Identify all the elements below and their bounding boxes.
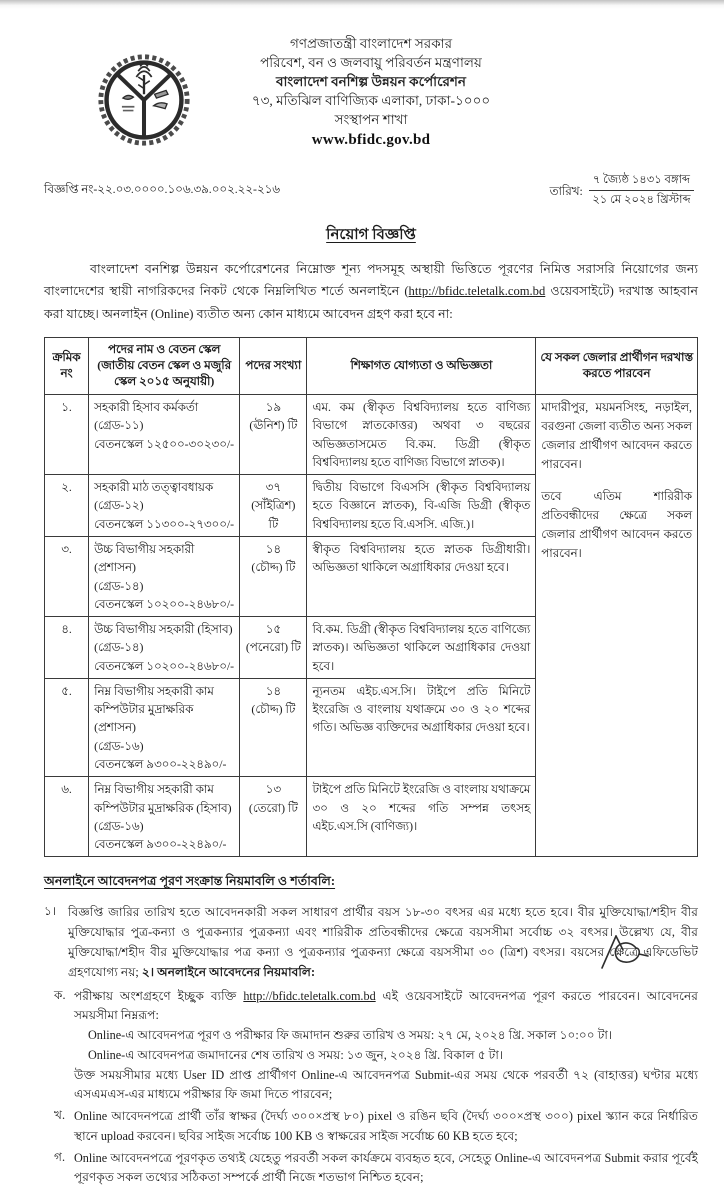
date-values — [589, 172, 694, 209]
count-cell — [240, 536, 307, 616]
post-cell — [89, 394, 240, 474]
count-word: (চৌদ্দ) টি — [251, 560, 296, 575]
count-word: (পনেরো) টি — [245, 640, 301, 655]
header-government: গণপ্রজাতন্ত্রী বাংলাদেশ সরকার — [289, 36, 453, 51]
date-block — [550, 172, 694, 209]
post-grade: (গ্রেড-১২) — [94, 498, 144, 513]
teletalk-url-link[interactable]: http://bfidc.teletalk.com.bd — [243, 988, 376, 1003]
count-word: (সাঁইত্রিশ) টি — [251, 498, 296, 531]
qualification-cell: দ্বিতীয় বিভাগে বিএসসি (স্বীকৃত বিশ্ববিদ্যালয় হতে বিজ্ঞানে স্নাতক), বি-এজি ডিগ্রী (স্বীকৃত বিশ্ববিদ্যালয় হতে বি.এসসি. এজি.)। — [307, 475, 536, 537]
header-post: পদের নাম ও বেতন স্কেল (জাতীয় বেতন স্কেল ও মজুরি স্কেল ২০১৫ অনুযায়ী) — [89, 338, 240, 395]
count-word: (তেরো) টি — [248, 800, 298, 815]
serial-cell: ২. — [45, 475, 89, 537]
fee-payment-line: উক্ত সময়সীমার মধ্যে User ID প্রাপ্ত প্রার্থীগণ Online-এ আবেদনপত্র Submit-এর সময় থেকে পরবর্তী ৭২ (বাহাত্তর) ঘণ্টার মধ্যে এসএমএস-এর মাধ্যমে পরীক্ষার ফি জমা দিতে পারবেন; — [74, 1067, 698, 1102]
header-serial: ক্রমিক নং — [45, 338, 89, 395]
qualification-cell: ন্যূনতম এইচ.এস.সি। টাইপে প্রতি মিনিটে ইংরেজি ও বাংলায় যথাক্রমে ৩০ ও ২০ শব্দের গতি। অভিজ্ঞ ব্যক্তিদের অগ্রাধিকার দেওয়া হবে। — [307, 678, 536, 776]
intro-paragraph — [44, 258, 698, 325]
qualification-cell: স্বীকৃত বিশ্ববিদ্যালয় হতে স্নাতক ডিগ্রীধারী। অভিজ্ঞতা থাকিলে অগ্রাধিকার দেওয়া হবে। — [307, 536, 536, 616]
count-cell — [240, 394, 307, 474]
signature-initials — [592, 932, 652, 976]
sub-rule-ka — [54, 987, 698, 1106]
post-name: নিম্ন বিভাগীয় সহকারী কাম কম্পিউটার মুদ্রাক্ষরিক (প্রশাসন) — [94, 683, 214, 735]
age-rule-text: বিজ্ঞপ্তি জারির তারিখ হতে আবেদনকারী সকল সাধারণ প্রার্থীর বয়স ১৮-৩০ বৎসর এর মধ্যে হতে হবে। বীর মুক্তিযোদ্ধা/শহীদ বীর মুক্তিযোদ্ধার পুত্র-কন্যা ও পুত্রকন্যার পুত্রকন্যা এবং শারিরীক প্রতিবন্ধীদের ক্ষেত্রে বয়সসীমা সর্বোচ্চ ৩২ বৎসর। উল্লেখ্য যে, বীর মুক্তিযোদ্ধা/শহীদ বীর মুক্তিযোদ্ধার পত্র কন্যা ও পুত্রকন্যার পুত্রকন্যা ক্ষেত্রে বয়সসীমা ৩০ (ত্রিশ) বৎসর। বয়সের ক্ষেত্রে এফিডেভিট গ্রহণযোগ্য নয়; — [68, 905, 698, 979]
sub-ka-after: এই ওয়েবসাইটে আবেদনপত্র পূরণ করতে পারবেন। আবেদনের সময়সীমা নিম্নরূপ: — [74, 988, 698, 1023]
serial-cell: ৪. — [45, 617, 89, 679]
post-name: সহকারী হিসাব কর্মকর্তা — [94, 399, 199, 414]
post-grade: (গ্রেড-১৪) — [94, 640, 144, 655]
date-label: তারিখ: — [549, 183, 583, 198]
header-organization: বাংলাদেশ বনশিল্প উন্নয়ন কর্পোরেশন — [276, 74, 466, 89]
letterhead — [44, 34, 698, 162]
rules-section — [44, 873, 698, 1188]
district-eligibility-cell — [536, 394, 698, 856]
serial-cell: ৫. — [45, 678, 89, 776]
page-title: নিয়োগ বিজ্ঞপ্তি — [326, 227, 416, 243]
sub-rule-text: Online আবেদনপত্রে পূরণকৃত তথ্যই যেহেতু পরবর্তী সকল কার্যক্রমে ব্যবহৃত হবে, সেহেতু Online-এ আবেদনপত্র Submit করার পূর্বেই পূরণকৃত সকল তথ্যের সঠিকতা সম্পর্কে প্রার্থী নিজে শতভাগ নিশ্চিত হবেন; — [74, 1150, 698, 1185]
post-cell — [89, 617, 240, 679]
application-end-line: Online-এ আবেদনপত্র জমাদানের শেষ তারিখ ও সময়: ১৩ জুন, ২০২৪ খ্রি. বিকাল ৫ টা। — [88, 1047, 504, 1062]
rule-number: ১। — [44, 904, 57, 919]
post-cell — [89, 678, 240, 776]
count-word: (ঊনিশ) টি — [249, 418, 298, 433]
table-row — [45, 394, 698, 474]
reference-line — [44, 172, 698, 209]
sub-rule-letter: খ. — [54, 1108, 66, 1123]
date-gregorian: ২১ মে ২০২৪ খ্রিস্টাব্দ — [592, 194, 691, 206]
bfidc-logo-icon — [96, 48, 192, 152]
header-qualification: শিক্ষাগত যোগ্যতা ও অভিজ্ঞতা — [307, 338, 536, 395]
post-name: উচ্চ বিভাগীয় সহকারী (হিসাব) — [94, 622, 233, 637]
post-grade: (গ্রেড-১৬) — [94, 818, 144, 833]
vacancy-table — [44, 337, 698, 857]
qualification-cell: এম. কম (স্বীকৃত বিশ্ববিদ্যালয় হতে বাণিজ্য বিভাগে স্নাতকোত্তর) অথবা ৩ বছরের অভিজ্ঞতাসমেত বি.কম. ডিগ্রী (স্বীকৃত বিশ্ববিদ্যালয় হতে বাণিজ্য বিভাগে স্নাতক)। — [307, 394, 536, 474]
date-bangla: ৭ জ্যৈষ্ঠ ১৪৩১ বঙ্গাব্দ — [589, 172, 694, 191]
count-number: ১৪ — [265, 541, 281, 556]
application-url-link[interactable]: http://bfidc.teletalk.com.bd — [408, 284, 546, 299]
sub-rule-text: Online আবেদনপত্রে প্রার্থী তাঁর স্বাক্ষর (দৈর্ঘ্য ৩০০×প্রস্থ ৮০) pixel ও রঙিন ছবি (দৈর্ঘ্য ৩০০×প্রস্থ ৩০০) pixel স্ক্যান করে নির্ধারিত স্থানে upload করবেন। ছবির সাইজ সর্বোচ্চ 100 KB ও স্বাক্ষরের সাইজ সর্বোচ্চ 60 KB হতে হবে; — [74, 1109, 698, 1143]
post-name: নিম্ন বিভাগীয় সহকারী কাম কম্পিউটার মুদ্রাক্ষরিক (হিসাব) — [94, 782, 232, 815]
table-header-row — [45, 338, 698, 395]
post-grade: (গ্রেড-১৪) — [94, 578, 144, 593]
post-cell — [89, 475, 240, 537]
serial-cell: ১. — [45, 394, 89, 474]
count-number: ৩৭ — [265, 480, 282, 495]
header-website-link[interactable]: www.bfidc.gov.bd — [311, 132, 431, 148]
post-grade: (গ্রেড-১৬) — [94, 738, 144, 753]
count-cell — [240, 617, 307, 679]
count-cell — [240, 777, 307, 857]
sub-rule-letter: গ. — [54, 1149, 66, 1164]
header-district: যে সকল জেলার প্রার্থীগন দরখাস্ত করতে পারবেন — [536, 338, 698, 395]
district-note-2: তবে এতিম শারিরীক প্রতিবন্ধীদের ক্ষেত্রে সকল জেলার প্রার্থীগণ আবেদন করতে পারবেন। — [541, 489, 692, 561]
header-count: পদের সংখ্যা — [240, 338, 307, 395]
post-scale: বেতনস্কেল ১০২০০-২৪৬৮০/- — [94, 658, 235, 673]
application-start-line: Online-এ আবেদনপত্র পূরণ ও পরীক্ষার ফি জমাদান শুরুর তারিখ ও সময়: ২৭ মে, ২০২৪ খ্রি. সকাল ১০:০০ টা। — [88, 1028, 613, 1043]
header-ministry: পরিবেশ, বন ও জলবায়ু পরিবর্তন মন্ত্রণালয় — [260, 55, 482, 70]
count-cell — [240, 678, 307, 776]
intro-text-before: বাংলাদেশ বনশিল্প উন্নয়ন কর্পোরেশনের নিম্নোক্ত শূন্য পদসমূহ অস্থায়ী ভিত্তিতে পূরণের নিমিত্ত সরাসরি নিয়োগের জন্য বাংলাদেশের স্থায়ী নাগরিকদের নিকট থেকে নিম্নলিখিত শর্তে অনলাইনে ( — [44, 262, 698, 299]
qualification-cell: বি.কম. ডিগ্রী (স্বীকৃত বিশ্ববিদ্যালয় হতে বাণিজ্যে স্নাতক)। অভিজ্ঞতা থাকিলে অগ্রাধিকার দেওয়া হবে। — [307, 617, 536, 679]
post-name: উচ্চ বিভাগীয় সহকারী (প্রশাসন) — [94, 541, 195, 575]
count-number: ১৯ — [265, 399, 281, 414]
memo-number: বিজ্ঞপ্তি নং-২২.০৩.০০০০.১০৬.৩৯.০০২.২২-২১৬ — [44, 182, 280, 196]
post-cell — [89, 536, 240, 616]
header-branch: সংস্থাপন শাখা — [334, 112, 408, 127]
qualification-cell: টাইপে প্রতি মিনিটে ইংরেজি ও বাংলায় যথাক্রমে ৩০ ও ২০ শব্দের গতি সম্পন্ন তৎসহ এইচ.এস.সি (বাণিজ্য)। — [307, 777, 536, 857]
post-scale: বেতনস্কেল ৯৩০০-২২৪৯০/- — [94, 837, 227, 852]
count-word: (চৌদ্দ) টি — [251, 702, 296, 717]
sub-rule-text — [74, 987, 698, 1106]
post-cell — [89, 777, 240, 857]
rules-heading: অনলাইনে আবেদনপত্র পূরণ সংক্রান্ত নিয়মাবলি ও শর্তাবলি: — [44, 874, 336, 889]
intro-text-after: ওয়েবসাইটে) দরখাস্ত আহবান করা যাচ্ছে। অনলাইন (Online) ব্যতীত অন্য কোন মাধ্যমে আবেদন গ্রহণ করা হবে না: — [44, 284, 699, 321]
post-scale: বেতনস্কেল ১১৩০০-২৭৩০০/- — [94, 516, 235, 531]
online-rules-label: ২। অনলাইনে আবেদনের নিয়মাবলি: — [141, 964, 316, 979]
sub-ka-before: পরীক্ষায় অংশগ্রহণে ইচ্ছুক ব্যক্তি — [74, 988, 244, 1003]
serial-cell: ৩. — [45, 536, 89, 616]
sub-rule-letter: ক. — [54, 987, 66, 1002]
count-number: ১৫ — [265, 622, 281, 637]
post-grade: (গ্রেড-১১) — [94, 418, 144, 433]
sub-rule-kha — [54, 1107, 698, 1147]
header-address: ৭৩, মতিঝিল বাণিজ্যিক এলাকা, ঢাকা-১০০০ — [251, 93, 491, 108]
post-scale: বেতনস্কেল ৯৩০০-২২৪৯০/- — [94, 757, 227, 772]
count-number: ১৩ — [265, 782, 281, 797]
count-number: ১৪ — [265, 683, 281, 698]
post-scale: বেতনস্কেল ১২৫০০-৩০২৩০/- — [94, 436, 235, 451]
count-cell — [240, 475, 307, 537]
document-title-wrap — [44, 223, 698, 248]
post-name: সহকারী মাঠ তত্ত্বাবধায়ক — [94, 480, 214, 495]
serial-cell: ৬. — [45, 777, 89, 857]
sub-rule-ga — [54, 1149, 698, 1188]
post-scale: বেতনস্কেল ১০২০০-২৪৬৮০/- — [94, 596, 235, 611]
district-note-1: মাদারীপুর, ময়মনসিংহ, নড়াইল, বরগুনা জেলা ব্যতীত অন্য সকল জেলার প্রার্থীগণ আবেদন করতে পারবেন। — [541, 399, 692, 471]
